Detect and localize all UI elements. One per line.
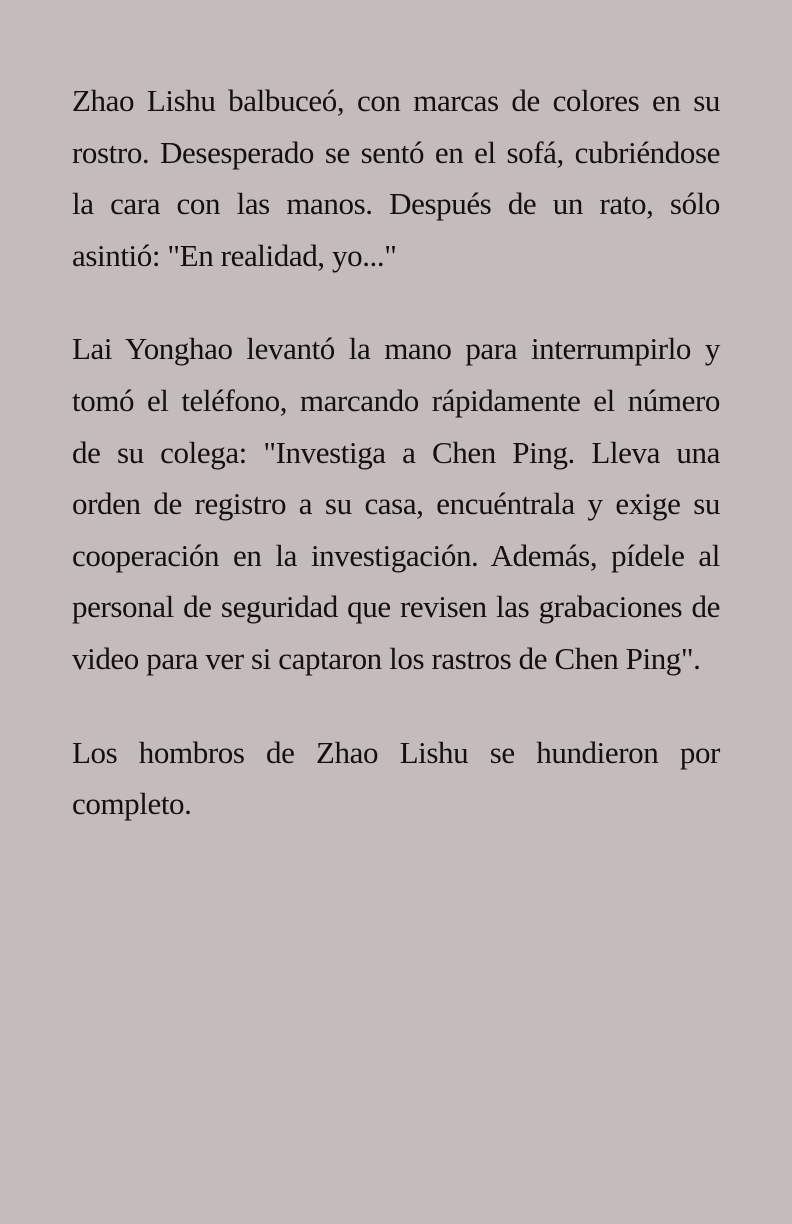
- paragraph-3: Los hombros de Zhao Lishu se hundieron por completo.: [72, 734, 720, 822]
- paragraph-2: Lai Yonghao levantó la mano para interrumpirlo y tomó el teléfono, marcando rápidamente el número de su colega: "Investiga a Chen Ping. Lleva una orden de registro a su casa, encuéntrala y exige su cooperación en la investigación. Además, pídele al personal de seguridad que revisen las grabaciones de video para ver si captaron los rastros de Chen Ping".: [72, 331, 720, 676]
- paragraph-1: Zhao Lishu balbuceó, con marcas de colores en su rostro. Desesperado se sentó en el sofá, cubriéndose la cara con las manos. Después de un rato, sólo asintió: "En realidad, yo...": [72, 83, 720, 273]
